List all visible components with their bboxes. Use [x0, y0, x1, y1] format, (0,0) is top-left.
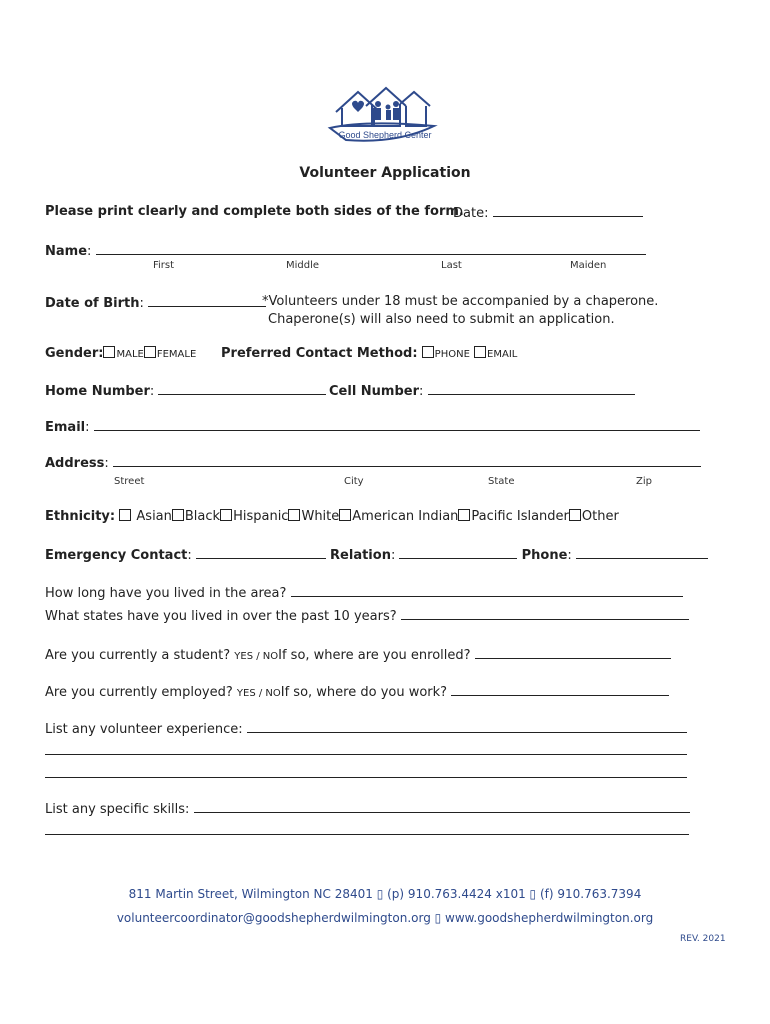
email-field[interactable]: Email: [45, 418, 700, 435]
asian-checkbox[interactable] [119, 509, 131, 521]
ethnicity-option: Black [184, 509, 221, 524]
logo-text: Good Shepherd Center [338, 130, 432, 140]
address-state-caption: State [488, 476, 515, 487]
pacific-islander-checkbox[interactable] [458, 509, 470, 521]
name-field[interactable]: Name: [45, 242, 646, 259]
states-question-label: What states have you lived in over the past 10 years? [45, 609, 397, 624]
name-line[interactable] [96, 242, 646, 255]
volunteer-line-1[interactable] [247, 720, 687, 733]
ethnicity-row [45, 509, 619, 524]
home-number-field[interactable]: Home Number: [45, 382, 326, 399]
chaperone-note-2: Chaperone(s) will also need to submit an application. [268, 312, 615, 327]
name-middle-caption: Middle [286, 260, 320, 271]
volunteer-question[interactable] [45, 720, 687, 737]
student-question-label: Are you currently a student? [45, 648, 231, 663]
name-maiden-caption: Maiden [570, 260, 607, 271]
email-option-label: EMAIL [487, 349, 518, 360]
name-last-caption: Last [441, 260, 462, 271]
emergency-phone-line[interactable] [576, 546, 708, 559]
address-city-caption: City [344, 476, 364, 487]
email-line[interactable] [94, 418, 700, 431]
ethnicity-option: American Indian [352, 509, 459, 524]
emergency-row: Emergency Contact: Relation: Phone: [45, 546, 708, 563]
relation-label: Relation [330, 548, 391, 563]
emergency-contact-label: Emergency Contact [45, 548, 188, 563]
skills-line-1[interactable] [194, 800, 690, 813]
name-first-caption: First [153, 260, 175, 271]
ethnicity-option: White [301, 509, 340, 524]
address-line[interactable] [113, 454, 701, 467]
student-question[interactable] [45, 646, 671, 663]
states-line[interactable] [401, 607, 689, 620]
male-label: MALE [116, 349, 144, 360]
address-field[interactable]: Address: [45, 454, 701, 471]
relation-line[interactable] [399, 546, 517, 559]
volunteer-question-label: List any volunteer experience: [45, 722, 243, 737]
ethnicity-option: Other [581, 509, 619, 524]
date-field[interactable] [453, 204, 643, 221]
address-label: Address [45, 456, 105, 471]
american-indian-checkbox[interactable] [339, 509, 351, 521]
volunteer-line-3[interactable] [45, 765, 687, 778]
employed-yes-no[interactable]: YES / NO [236, 688, 281, 699]
female-label: FEMALE [156, 349, 197, 360]
gender-label: Gender: [45, 346, 104, 361]
cell-number-label: Cell Number [329, 384, 420, 399]
phone-label: PHONE [434, 349, 470, 360]
contact-method-row [221, 346, 517, 361]
skills-line-2[interactable] [45, 822, 689, 835]
gender-row [45, 346, 196, 361]
email-label: Email [45, 420, 86, 435]
good-shepherd-logo [326, 82, 444, 152]
skills-question[interactable] [45, 800, 690, 817]
female-checkbox[interactable] [144, 346, 156, 358]
dob-line[interactable] [148, 294, 266, 307]
home-number-label: Home Number [45, 384, 150, 399]
hispanic-checkbox[interactable] [220, 509, 232, 521]
employed-where-label: If so, where do you work? [280, 685, 448, 700]
dob-field[interactable]: Date of Birth: [45, 294, 266, 311]
instructions: Please print clearly and complete both sides of the form. [45, 204, 464, 219]
ethnicity-option: Hispanic [233, 509, 289, 524]
cell-number-field[interactable]: Cell Number: [329, 382, 635, 399]
black-checkbox[interactable] [172, 509, 184, 521]
address-street-caption: Street [114, 476, 145, 487]
ethnicity-option: Pacific Islander [471, 509, 569, 524]
footer-web: volunteercoordinator@goodshepherdwilmington.org ▯ www.goodshepherdwilmington.org [116, 911, 654, 925]
chaperone-note-1: *Volunteers under 18 must be accompanied by a chaperone. [262, 294, 659, 309]
student-yes-no[interactable]: YES / NO [234, 651, 279, 662]
employed-question[interactable] [45, 683, 669, 700]
dob-label: Date of Birth [45, 296, 140, 311]
area-line[interactable] [291, 584, 683, 597]
white-checkbox[interactable] [288, 509, 300, 521]
name-label: Name [45, 244, 88, 259]
address-zip-caption: Zip [636, 476, 652, 487]
male-checkbox[interactable] [103, 346, 115, 358]
phone-checkbox[interactable] [422, 346, 434, 358]
form-title: Volunteer Application [299, 165, 471, 181]
ethnicity-option: Asian [136, 509, 172, 524]
area-question-label: How long have you lived in the area? [45, 586, 287, 601]
area-question[interactable] [45, 584, 683, 601]
ethnicity-label: Ethnicity: [45, 509, 116, 524]
home-number-line[interactable] [158, 382, 326, 395]
footer-address: 811 Martin Street, Wilmington NC 28401 ▯ (p) 910.763.4424 x101 ▯ (f) 910.763.7394 [128, 887, 642, 901]
student-where-label: If so, where are you enrolled? [278, 648, 471, 663]
other-checkbox[interactable] [569, 509, 581, 521]
contact-method-label: Preferred Contact Method: [221, 346, 418, 361]
employed-line[interactable] [451, 683, 669, 696]
skills-question-label: List any specific skills: [45, 802, 190, 817]
cell-number-line[interactable] [428, 382, 635, 395]
revision-label: REV. 2021 [680, 934, 726, 944]
date-label: Date: [453, 206, 489, 221]
date-line[interactable] [493, 204, 643, 217]
volunteer-line-2[interactable] [45, 742, 687, 755]
emergency-phone-label: Phone [521, 548, 568, 563]
states-question[interactable] [45, 607, 689, 624]
employed-question-label: Are you currently employed? [45, 685, 233, 700]
email-checkbox[interactable] [474, 346, 486, 358]
student-line[interactable] [475, 646, 671, 659]
emergency-contact-line[interactable] [196, 546, 326, 559]
